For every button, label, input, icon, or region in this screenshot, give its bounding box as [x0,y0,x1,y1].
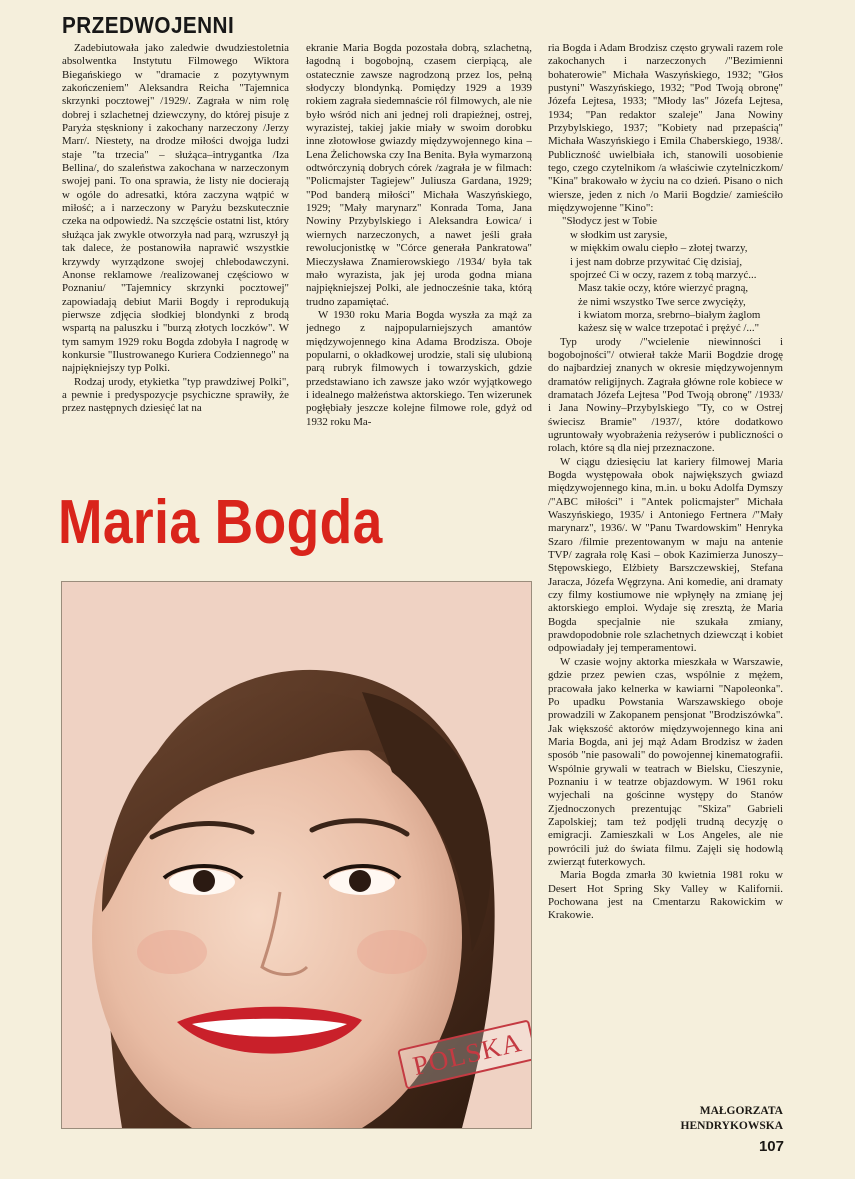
poem-line: każesz się w walce trzepotać i prężyć /..." [578,322,760,335]
author-last-name: HENDRYKOWSKA [680,1120,783,1132]
page-number: 107 [758,1138,784,1155]
poem-line: że nimi wszystko Twe serce zwycięży, [578,295,746,308]
poem-line: spojrzeć Ci w oczy, razem z tobą marzyć... [570,268,757,281]
paragraph: W 1930 roku Maria Bogda wyszła za mąż za jednego z najpopularniejszych amantów międzywojennego kina Adama Brodzisza. Oboje popularni, o okładkowej urodzie, stali się ulubioną parą rubryk filmowych i towarzyskich, gdzie przedstawiano ich zawsze jako wzór wyjątkowego i idealnego małżeństwa aktorskiego. Ten wizerunek pogłębiały jeszcze kolejne filmowe role, gdyż od 1932 roku Ma- [306,308,532,428]
article-headline: Maria Bogda [58,488,383,557]
paragraph: W czasie wojny aktorka mieszkała w Warszawie, gdzie przez pewien czas, wspólnie z mężem, pracowała jako kelnerka w kawiarni "Napoleonka". Po upadku Powstania Warszawskiego oboje prowadzili w Zakopanem pensjonat "Brodziszówka". Jak większość aktorów międzywojennego kina ani Maria Bogda, ani jej mąż Adam Brodzisz w żaden sposób "nie pasowali" do powojennej kinematografii. Wspólnie grywali w teatrach w Bielsku, Cieszynie, Poznaniu i w teatrze objazdowym. W 1961 roku wyjechali na gościnne występy do Stanów Zjednoczonych prezentując "Skiza" Gabrieli Zapolskiej; tam też podjęli trudną decyzję o emigracji. Zamieszkali w Los Angeles, ale nie powrócili już do świata filmu. Zajęli się hodowlą zwierząt futerkowych. [548,655,783,868]
poem-line: i jest nam dobrze przywitać Cię dzisiaj, [570,255,743,268]
author-first-name: MAŁGORZATA [699,1105,783,1117]
section-heading: PRZEDWOJENNI [62,12,235,38]
poem-line: Masz takie oczy, które wierzyć pragną, [578,282,749,295]
author-byline [681,1104,783,1134]
portrait-photo [61,581,532,1129]
paragraph: W ciągu dziesięciu lat kariery filmowej Maria Bogda występowała obok największych gwiazd międzywojennego kina, m.in. u boku Adolfa Dymszy /"ABC miłości" i "Antek policmajster" Michała Waszyńskiego, 1935/ i Antoniego Fertnera /"Mały marynarz", 1936/. W "Panu Twardowskim" Henryka Szaro /filmie prezentowanym w maju na antenie TVP/ zagrała rolę Kasi – obok Kazimierza Junoszy–Stępowskiego, Elżbiety Barszczewskiej, Stefana Jaracza, Józefa Węgrzyna. Ani komedie, ani dramaty czy filmy kostiumowe nie wpłynęły na zmianę jej aktorskiego emploi. Wydaje się zresztą, że Maria Bogda specjalnie nie szukała zmiany, prawdopodobnie role szlachetnych dziewcząt i kobiet odpowiadały jej temperamentowi. [548,455,783,655]
paragraph: Typ urody /"wcielenie niewinności i bogobojności"/ otwierał także Marii Bogdzie drogę do najbardziej znanych w okresie międzywojennym dramatów religijnych. Zagrała główne role kobiece w dramatach Józefa Lejtesa "Pod Twoją obronę" /1933/ i Jana Nowiny–Przybylskiego "Ty, co w Ostrej świecisz Bramie" /1937/, które dodatkowo ugruntowały wyobrażenia reżyserów i publiczności o rolach, które są dla niej przeznaczone. [548,335,783,455]
paragraph: Zadebiutowała jako zaledwie dwudziestoletnia absolwentka Instytutu Filmowego Wiktora Biegańskiego w "dramacie z pozytywnym zakończeniem" Aleksandra Reicha "Tajemnica skrzynki pocztowej" /1929/. Zagrała w nim rolę dobrej i szlachetnej dziewczyny, do której pisuje z Paryża stęskniony i zakochany narzeczony /Jerzy Marr/. Niestety, na drodze miłości dwojga ludzi staje "ta trzecia" – służąca–intrygantka /Iza Bellina/, do szaleństwa zakochana w narzeczonym swojej pani. To ona sprawia, że listy nie docierają w ogóle do adresatki, która zaczyna wątpić w miłość; a i narzeczony w Paryżu bezskutecznie czeka na odpowiedź. Na szczęście ostatni list, który służąca jak zwykle otworzyła nad parą, wzruszył ją tak dalece, że postanowiła naprawić wszystkie krzywdy wyrządzone swojej chlebodawczyni. Anonse reklamowe /realizowanej częściowo w Poznaniu/ "Tajemnicy skrzynki pocztowej" zapowiadają debiut Marii Bogdy i reprodukują pierwsze zdjęcia słodkiej blondynki z brodą wspartą na paluszku i "burzą złotych loczków". W tym samym 1929 roku Bogda zdobyła I nagrodę w konkursie "Ilustrowanego Kuriera Codziennego" na najpiękniejszy typ Polki. [62,42,289,375]
poem [562,215,783,335]
paragraph: ekranie Maria Bogda pozostała dobrą, szlachetną, łagodną i bogobojną, czasem cierpiącą, ale ostatecznie zawsze nagrodzoną przez los, pełną słodyczy blondynką. Pomiędzy 1929 a 1939 rokiem zagrała siedemnaście ról filmowych, ale nie było wśród nich ani jednej roli drapieżnej, ostrej, wyrazistej, takiej jakie miały w swoim dorobku inne złotowłose gwiazdy międzywojennego kina – Lena Żelichowska czy Ina Benita. Była wymarzoną odtwórczynią dobrych córek /zagrała je w filmach: "Policmajster Tagiejew" Juliusza Gardana, 1929; "Pod banderą miłości" Michała Waszyńskiego, 1929; "Mały marynarz" Konrada Toma, Jana Nowiny Przybylskiego i Aleksandra Łowica/ i wiernych narzeczonych, a nawet jeśli grała rewolucjonistkę w "Córce generała Pankratowa" Mieczysława Znamierowskiego /1934/ była tak mało wyrazista, jak jej uroda godna miana najpiękniejszej Polki, ale jednocześnie taka, którą trudno zapamiętać. [306,42,532,308]
poem-line: w słodkim ust zarysie, [570,228,668,241]
polska-stamp: POLSKA [397,1019,532,1089]
poem-line: "Słodycz jest w Tobie [562,215,658,228]
paragraph: Rodzaj urody, etykietka "typ prawdziwej Polki", a pewnie i predyspozycje psychiczne sprawiły, że przez następnych dziesięć lat na [62,375,289,415]
paragraph: ria Bogda i Adam Brodzisz często grywali razem role zakochanych i narzeczonych /"Bezimienni bohaterowie" Michała Waszyńskiego, 1932; "Głos pustyni" Waszyńskiego, 1932; "Pod Twoją obronę" Józefa Lejtesa, 1933; "Młody las" Józefa Lejtesa, 1934; "Pan redaktor szaleje" Jana Nowiny Przybylskiego, 1937; "Kobiety nad przepaścią" Michała Waszyńskiego i Emila Chaberskiego, 1938/. Publiczność uwielbiała ich, stanowili uosobienie tego, czego czytelnikom /a właściwie czytelniczkom/ "Kina" brakowało w życiu na co dzień. Pisano o nich wiersze, jeden z nich /o Marii Bogdzie/ zamieściło międzywojenne "Kino": [548,42,783,215]
paragraph: Maria Bogda zmarła 30 kwietnia 1981 roku w Desert Hot Spring Sky Valley w Kalifornii. Pochowana jest na Cmentarzu Rakowickim w Krakowie. [548,869,783,922]
poem-line: i kwiatom morza, srebrno–białym żaglom [578,308,761,321]
article-column-2 [306,42,532,500]
article-column-1 [62,42,289,492]
poem-line: w miękkim owalu ciepło – złotej twarzy, [570,242,748,255]
article-column-3 [548,42,783,1110]
